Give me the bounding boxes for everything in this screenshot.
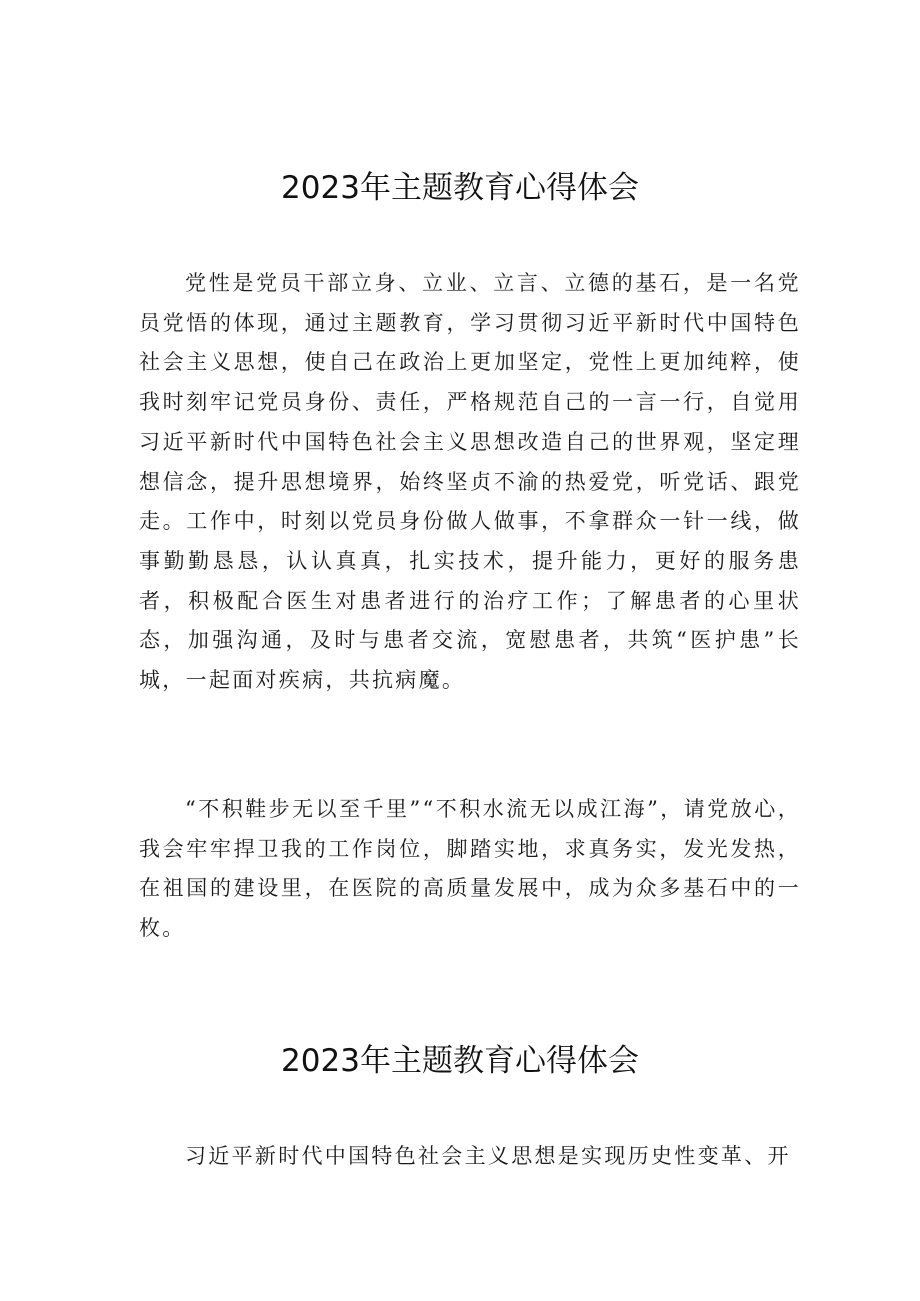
body-paragraph: 党性是党员干部立身、立业、立言、立德的基石，是一名党员党悟的体现，通过主题教育，学习贯彻习近平新时代中国特色社会主义思想，使自己在政治上更加坚定，党性上更加纯粹，使我时刻牢记党员身份、责任，严格规范自己的一言一行，自觉用习近平新时代中国特色社会主义思想改造自己的世界观，坚定理想信念，提升思想境界，始终坚贞不渝的热爱党，听党话、跟党走。工作中，时刻以党员身份做人做事，不拿群众一针一线，做事勤勤恳恳，认认真真，扎实技术，提升能力，更好的服务患者，积极配合医生对患者进行的治疗工作；了解患者的心里状态，加强沟通，及时与患者交流，宽慰患者，共筑“医护患”长城，一起面对疾病，共抗病魔。 bbox=[139, 271, 801, 693]
document-title: 2023年主题教育心得体会 bbox=[281, 1043, 639, 1079]
body-paragraph: 习近平新时代中国特色社会主义思想是实现历史性变革、开 bbox=[185, 1144, 791, 1168]
body-paragraph: “不积鞋步无以至千里”“不积水流无以成江海”，请党放心，我会牢牢捍卫我的工作岗位，脚踏实地，求真务实，发光发热，在祖国的建设里，在医院的高质量发展中，成为众多基石中的一枚。 bbox=[139, 797, 801, 941]
document-title: 2023年主题教育心得体会 bbox=[281, 170, 639, 206]
